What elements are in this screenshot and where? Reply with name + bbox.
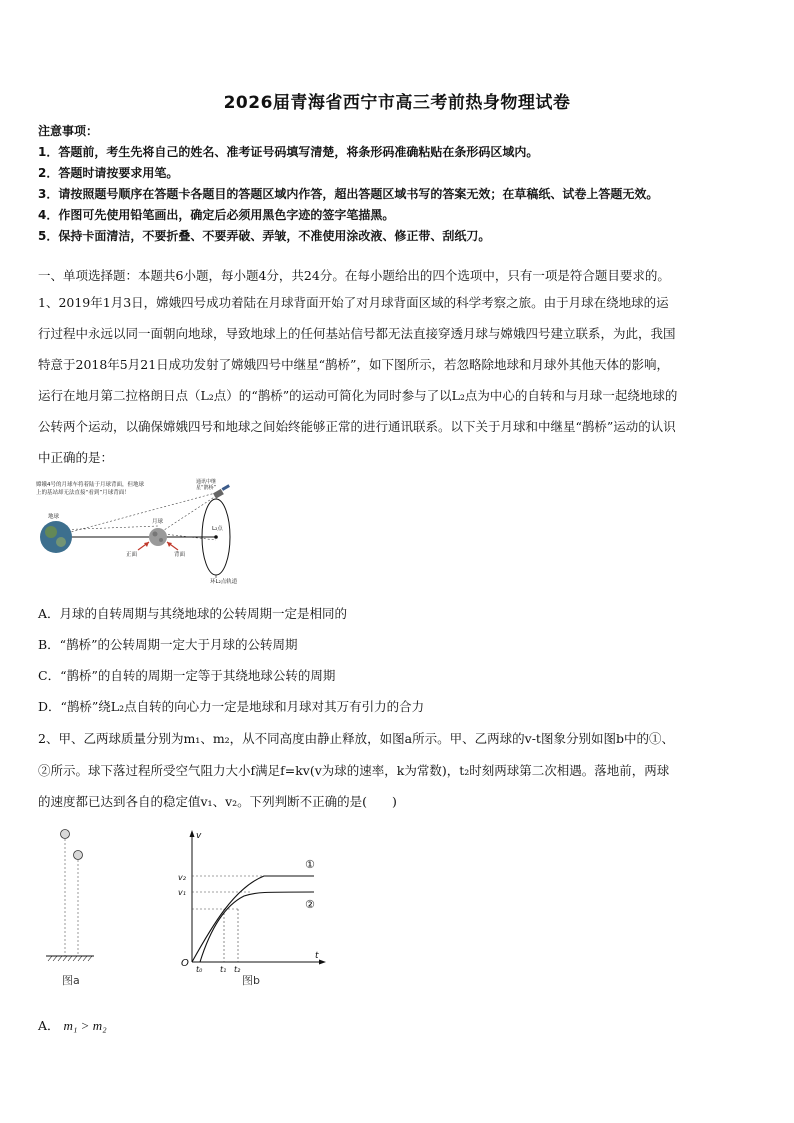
front-label: 正面 [126,552,138,558]
q1-option-a: A．月球的自转周期与其绕地球的公转周期一定是相同的 [38,606,348,621]
l2-label: L₂点 [212,526,223,532]
orbit-label: 环L₂点轨道 [210,579,238,585]
q1-option-d: D．“鹊桥”绕L₂点自转的向心力一定是地球和月球对其万有引力的合力 [38,699,425,714]
q2-line-1: 2、甲、乙两球质量分别为m₁、m₂，从不同高度由静止释放，如图a所示。甲、乙两球的v-t图象分别如图b中的①、 [38,731,674,746]
moon-icon [149,528,167,546]
curve-2-label: ② [305,898,315,911]
q1-option-c: C．“鹊桥”的自转的周期一定等于其绕地球公转的周期 [38,668,336,683]
q2-line-2: ②所示。球下落过程所受空气阻力大小f满足f=kv(v为球的速率，k为常数)，t₂时刻两球第二次相遇。落地前，两球 [38,763,670,778]
v2-label: v₂ [178,873,186,882]
origin-label: O [181,958,189,969]
q1-figure [34,474,264,586]
q1-line-5: 公转两个运动，以确保嫦娥四号和地球之间始终能够正常的进行通讯联系。以下关于月球和中继星“鹊桥”运动的认识 [38,419,676,434]
figure-note-line2: 上的基站却无法直接“看到”月球背面！ [36,490,130,496]
q2-figure-a [40,826,110,990]
q2-option-a-prefix: A． [38,1018,60,1033]
curve-1 [192,876,314,962]
section-heading: 一、单项选择题：本题共6小题，每小题4分，共24分。在每小题给出的四个选项中，只有一项是符合题目要求的。 [38,268,670,283]
figure-note-line1: 嫦娥4号的月球车将着陆于月球背面，但地球 [36,482,145,488]
q1-line-4: 运行在地月第二拉格朗日点（L₂点）的“鹊桥”的运动可简化为同时参与了以L₂点为中心的自转和与月球一起绕地球的 [38,388,678,403]
q2-line-3: 的速度都已达到各自的稳定值v₁、v₂。下列判断不正确的是( ) [38,794,397,809]
moon-label: 月球 [152,519,164,525]
notice-item-1: 1．答题前，考生先将自己的姓名、准考证号码填写清楚，将条形码准确粘贴在条形码区域内。 [38,145,539,159]
notice-item-2: 2．答题时请按要求用笔。 [38,166,179,180]
q1-line-2: 行过程中永远以同一面朝向地球，导致地球上的任何基站信号都无法直接穿透月球与嫦娥四号建立联系，为此，我国 [38,326,676,341]
exam-title: 2026届青海省西宁市高三考前热身物理试卷 [223,93,571,113]
earth-icon [40,521,72,553]
t0-label: t₀ [196,965,203,974]
q1-option-b: B．“鹊桥”的公转周期一定大于月球的公转周期 [38,637,298,652]
axis-t-label: t [315,951,319,961]
curve-2 [200,892,314,962]
q2-figure-b [172,826,332,990]
back-label: 背面 [174,552,186,558]
notice-item-4: 4．作图可先使用铅笔画出，确定后必须用黑色字迹的签字笔描黑。 [38,208,395,222]
figure-b-label: 图b [242,974,260,987]
t1-label: t₁ [220,965,227,974]
relay-label-2: 星“鹊桥” [196,485,217,491]
v1-label: v₁ [178,888,186,897]
q2-option-a-formula: m₁ > m₂ [63,1018,107,1033]
notice-item-3: 3．请按照题号顺序在答题卡各题目的答题区域内作答，超出答题区域书写的答案无效；在草稿纸、试卷上答题无效。 [38,187,659,201]
q2-option-a [38,1016,107,1034]
notice-item-5: 5．保持卡面清洁，不要折叠、不要弄破、弄皱，不准使用涂改液、修正带、刮纸刀。 [38,229,491,243]
ball-2-icon [74,851,83,860]
earth-label: 地球 [48,514,60,520]
relay-label-1: 通讯中继 [196,479,217,485]
figure-a-label: 图a [62,974,80,987]
axis-v-label: v [196,831,202,841]
curve-1-label: ① [305,858,315,871]
q1-line-3: 特意于2018年5月21日成功发射了嫦娥四号中继星“鹊桥”，如下图所示，若忽略除地球和月球外其他天体的影响， [38,357,669,372]
q1-line-1: 1、2019年1月3日，嫦娥四号成功着陆在月球背面开始了对月球背面区域的科学考察之旅。由于月球在绕地球的运 [38,295,669,310]
q1-line-6: 中正确的是： [38,450,114,465]
ball-1-icon [61,830,70,839]
t2-label: t₂ [234,965,241,974]
notice-header: 注意事项： [38,124,99,138]
